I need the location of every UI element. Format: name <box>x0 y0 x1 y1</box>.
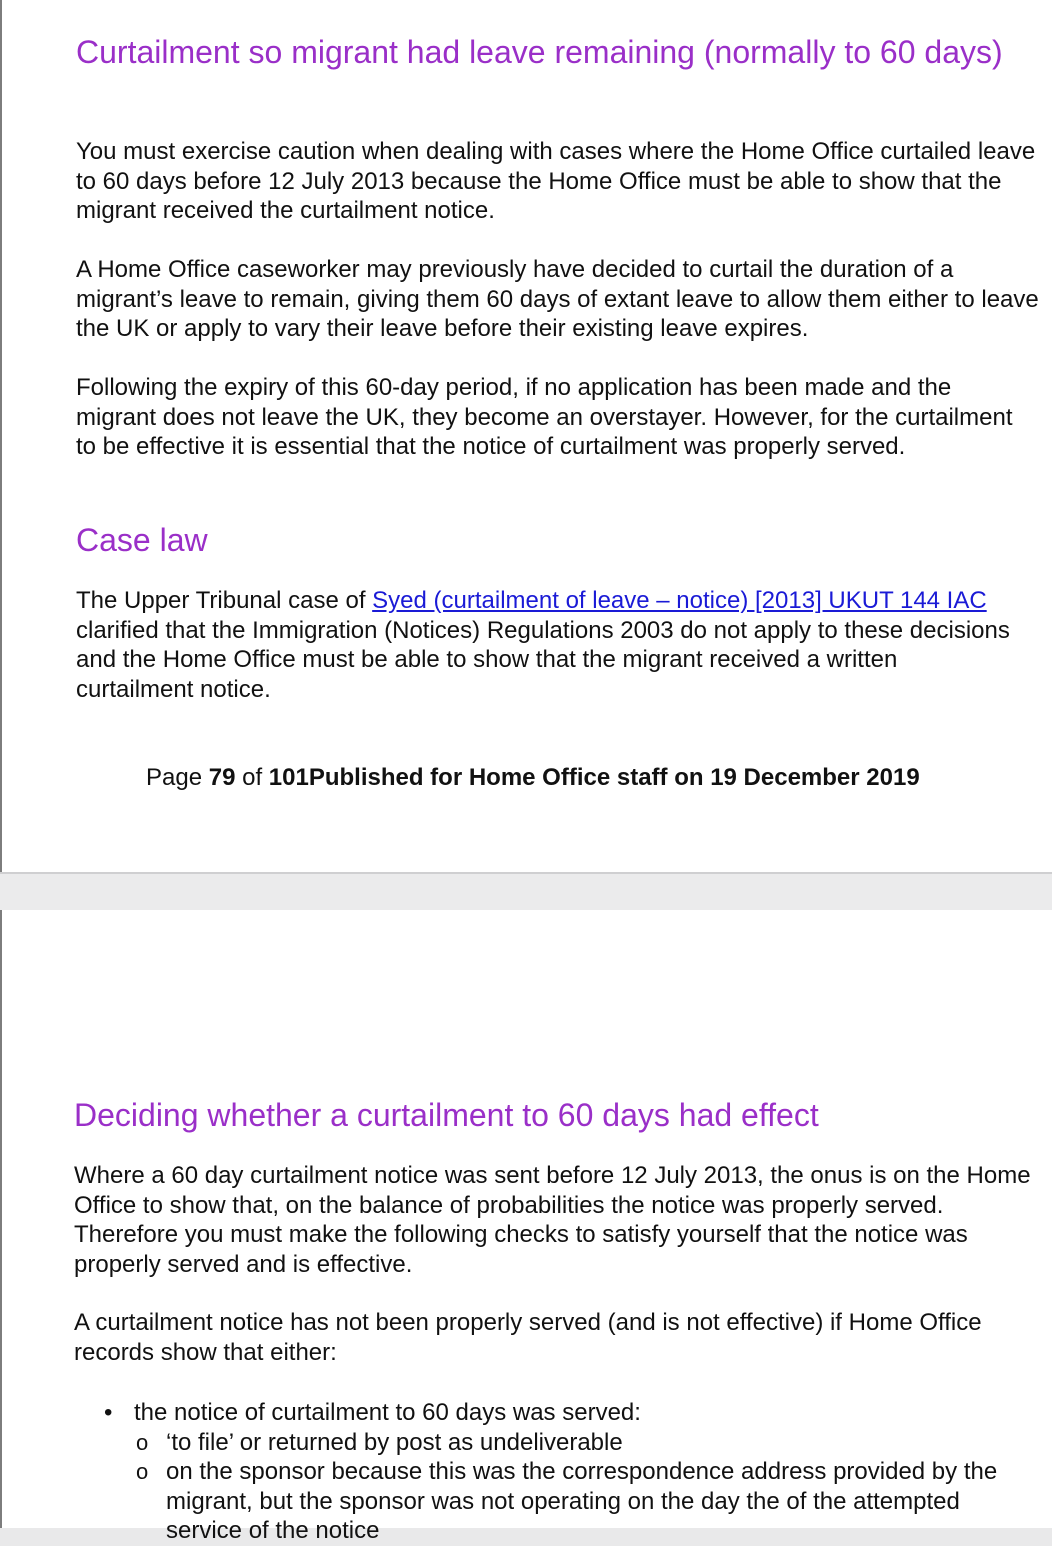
footer-published: Published for Home Office staff on 19 December 2019 <box>308 764 920 791</box>
paragraph-case-law <box>76 586 1021 704</box>
list-item <box>134 1457 1034 1546</box>
paragraph-not-served: A curtailment notice has not been properly served (and is not effective) if Home Office records show that either: <box>74 1309 982 1366</box>
bullet-text: the notice of curtailment to 60 days was served: <box>134 1399 641 1426</box>
paragraph-expiry: Following the expiry of this 60-day period, if no application has been made and the migrant does not leave the UK, they become an overstayer. However, for the curtailment to be effective it is essential that the notice of curtailment was properly served. <box>76 374 1013 461</box>
paragraph-caseworker: A Home Office caseworker may previously have decided to curtail the duration of a migrant’s leave to remain, giving them 60 days of extant leave to allow them either to leave the UK or apply to vary their leave before their existing leave expires. <box>76 256 1039 343</box>
heading-case-law: Case law <box>76 522 208 558</box>
sub-bullet-text: ‘to file’ or returned by post as undeliverable <box>166 1428 623 1456</box>
bullet-circle-icon: o <box>136 1429 149 1455</box>
bullet-circle-icon: o <box>136 1459 149 1485</box>
served-conditions-list <box>74 1398 1034 1546</box>
heading-curtailment-leave-remaining: Curtailment so migrant had leave remaining (normally to 60 days) <box>76 34 1003 70</box>
sub-bullet-text: on the sponsor because this was the correspondence address provided by the migrant, but the sponsor was not operating on the day the of the attempted service of the notice <box>166 1458 998 1545</box>
list-item <box>74 1398 1034 1546</box>
footer-page-word: Page <box>146 764 209 791</box>
list-item <box>134 1428 1034 1458</box>
page-footer <box>146 762 920 794</box>
case-law-text-pre: The Upper Tribunal case of <box>76 587 373 614</box>
paragraph-caution: You must exercise caution when dealing with cases where the Home Office curtailed leave to 60 days before 12 July 2013 because the Home Office must be able to show that the migrant received the curtailment notice. <box>76 138 1036 225</box>
served-sub-list <box>134 1428 1034 1546</box>
footer-total-pages: 101 <box>268 764 309 791</box>
syed-case-link[interactable]: Syed (curtailment of leave – notice) [2013] UKUT 144 IAC <box>372 587 987 614</box>
footer-page-number: 79 <box>208 764 236 791</box>
case-law-text-post: clarified that the Immigration (Notices) Regulations 2003 do not apply to these decisions and the Home Office must be able to show that the migrant received a written curtailment notice. <box>76 616 1010 703</box>
bullet-dot-icon: • <box>104 1399 113 1426</box>
paragraph-onus: Where a 60 day curtailment notice was sent before 12 July 2013, the onus is on the Home Office to show that, on the balance of probabilities the notice was properly served. Therefore you must make the following checks to satisfy yourself that the notice was properly served and is effective. <box>74 1162 1031 1278</box>
heading-deciding-curtailment: Deciding whether a curtailment to 60 days had effect <box>74 1097 819 1133</box>
footer-of-word: of <box>235 764 269 791</box>
page-separator <box>0 872 1052 912</box>
